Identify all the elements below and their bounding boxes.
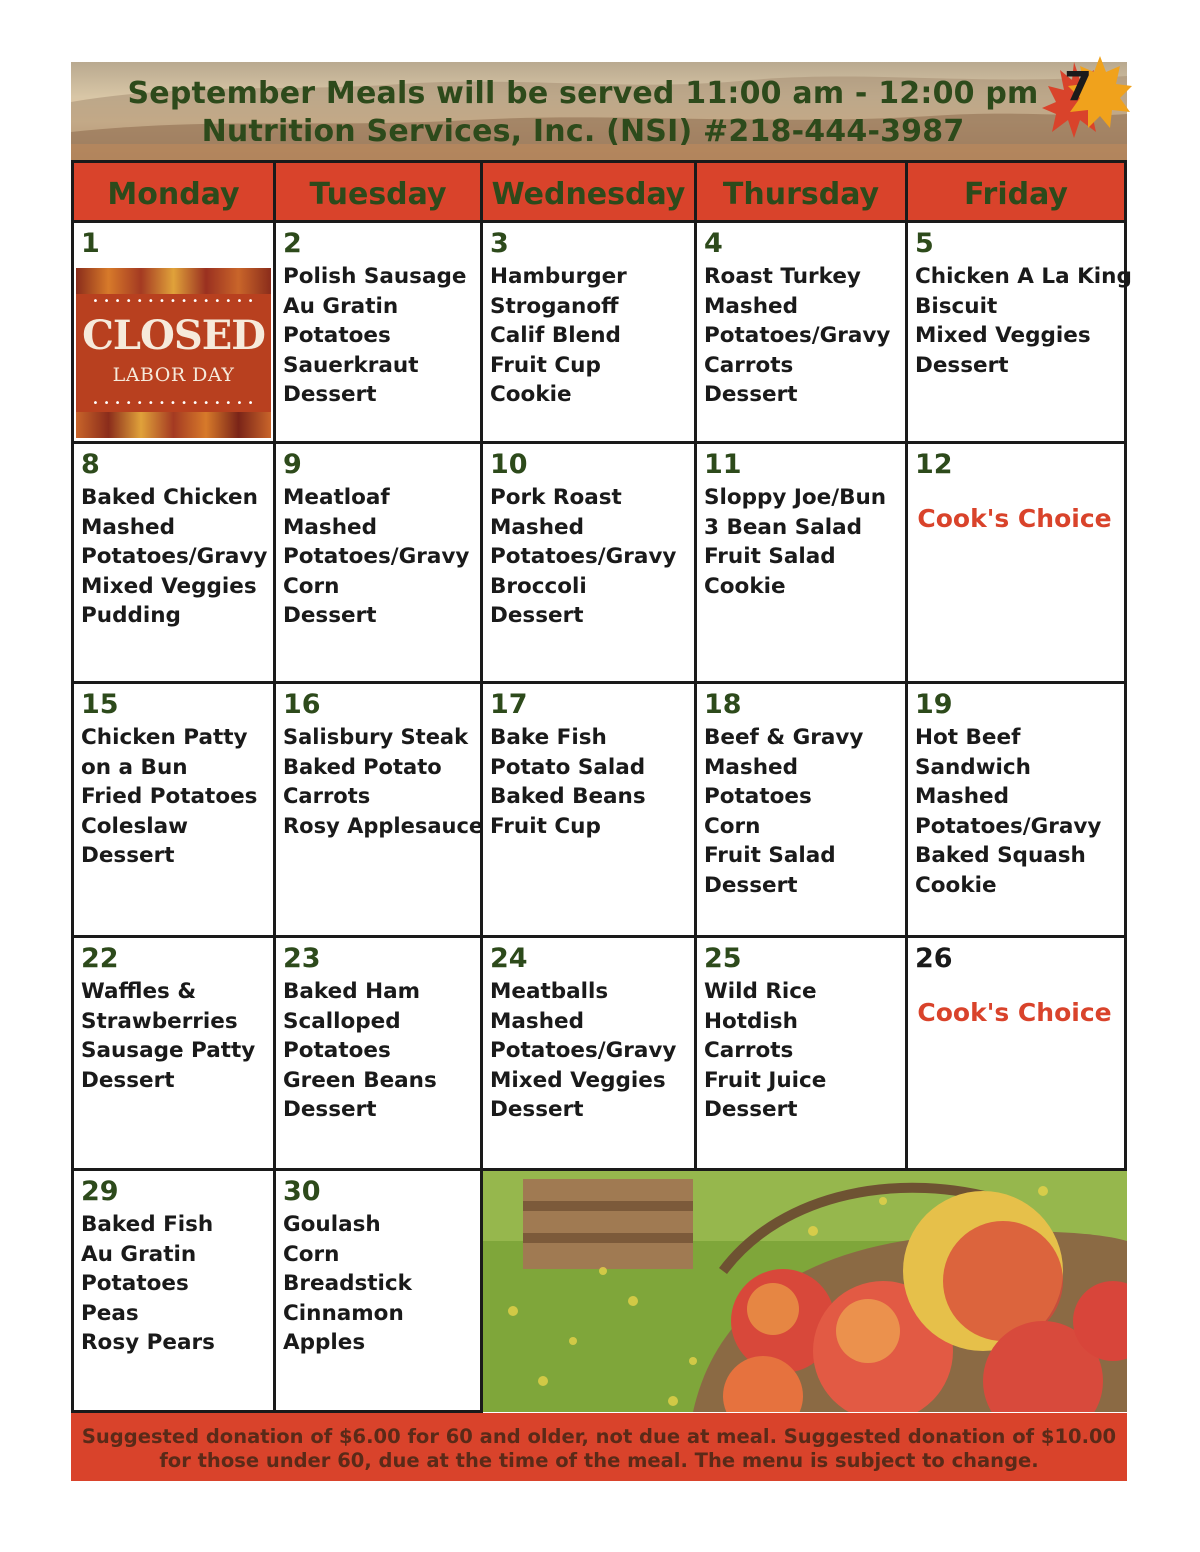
- menu-item: Dessert: [490, 1097, 584, 1122]
- day-number: 11: [704, 449, 742, 480]
- menu-item: Sauerkraut: [283, 352, 419, 378]
- menu-items: [704, 483, 905, 601]
- day-header-thursday: Thursday: [697, 160, 908, 223]
- menu-item: Fruit Salad: [704, 544, 836, 569]
- day-cell-30: [276, 1171, 483, 1413]
- menu-item: Dessert: [283, 603, 377, 628]
- header-banner: [71, 62, 1127, 162]
- day-header-wednesday: Wednesday: [483, 160, 697, 223]
- menu-item: Potatoes/Gravy: [81, 544, 268, 569]
- menu-item: Au Gratin: [81, 1241, 197, 1267]
- menu-item: Baked Beans: [490, 784, 646, 809]
- menu-item: Dessert: [81, 843, 175, 868]
- day-number: 23: [283, 943, 321, 974]
- menu-item: Sausage Patty: [81, 1038, 256, 1063]
- day-cell-3: [483, 223, 697, 444]
- apple-basket-photo: [483, 1171, 1127, 1412]
- menu-item: Cookie: [704, 573, 786, 599]
- header-contact: Nutrition Services, Inc. (NSI) #218-444-3987: [201, 114, 965, 149]
- day-number: 16: [283, 689, 321, 720]
- menu-item: Cookie: [915, 872, 997, 898]
- menu-item: Pork Roast: [490, 485, 622, 510]
- day-cell-4: [697, 223, 908, 444]
- menu-item: Carrots: [704, 352, 794, 378]
- day-header-monday: Monday: [74, 160, 276, 223]
- day-number: 22: [81, 943, 119, 974]
- menu-item: Baked Ham: [283, 979, 420, 1004]
- footer-line-1: Suggested donation of $6.00 for 60 and older, not due at meal. Suggested donation of $10.00: [81, 1425, 1117, 1448]
- menu-items: [81, 723, 273, 871]
- menu-item: Baked Chicken: [81, 485, 258, 510]
- day-number: 8: [81, 449, 100, 480]
- menu-item: Potatoes: [81, 1271, 189, 1296]
- menu-item: Potatoes: [283, 323, 391, 348]
- day-cell-5: [908, 223, 1132, 444]
- menu-item: Dessert: [283, 1097, 377, 1122]
- menu-item: Chicken A La King: [915, 264, 1132, 289]
- menu-item: Potatoes: [704, 784, 812, 809]
- day-cell-19: [908, 684, 1127, 938]
- menu-item: Potatoes: [283, 1038, 391, 1063]
- apple-basket-illustration: [483, 1171, 1127, 1412]
- day-cell-8: [74, 444, 276, 684]
- menu-item: 3 Bean Salad: [704, 514, 862, 540]
- menu-item: Calif Blend: [490, 323, 621, 348]
- menu-item: Hot Beef: [915, 725, 1021, 750]
- menu-item: Fruit Salad: [704, 843, 836, 868]
- menu-item: Pudding: [81, 603, 181, 628]
- menu-item: Fruit Juice: [704, 1067, 827, 1093]
- closed-title: CLOSED: [82, 312, 265, 359]
- menu-items: [490, 977, 694, 1125]
- menu-item: Baked Squash: [915, 843, 1086, 868]
- day-cell-23: [276, 938, 483, 1171]
- menu-item: on a Bun: [81, 754, 188, 780]
- menu-item: Baked Fish: [81, 1212, 214, 1237]
- day-number: 24: [490, 943, 528, 974]
- menu-items: [283, 723, 484, 841]
- menu-item: Dessert: [283, 382, 377, 407]
- footer-line-2: for those under 60, due at the time of the meal. The menu is subject to change.: [159, 1449, 1039, 1472]
- day-number: 1: [81, 228, 100, 259]
- menu-item: Fruit Cup: [490, 352, 601, 378]
- menu-items: [490, 723, 694, 841]
- closed-labor-day-badge: [76, 268, 271, 438]
- menu-item: Rosy Applesauce: [283, 813, 484, 838]
- menu-items: [283, 262, 480, 410]
- menu-items: [283, 1210, 480, 1358]
- day-number: 25: [704, 943, 742, 974]
- menu-item: Mixed Veggies: [81, 573, 257, 599]
- menu-item: Chicken Patty: [81, 725, 248, 750]
- autumn-leaves-border: [76, 412, 271, 438]
- day-number: 17: [490, 689, 528, 720]
- menu-item: Hotdish: [704, 1008, 798, 1034]
- day-number: 18: [704, 689, 742, 720]
- menu-item: Roast Turkey: [704, 264, 861, 289]
- menu-items: [283, 977, 480, 1125]
- header-serving-time: September Meals will be served 11:00 am - 12:00 pm: [127, 76, 1039, 111]
- day-number: 12: [915, 449, 953, 480]
- menu-items: [704, 977, 905, 1125]
- menu-item: Salisbury Steak: [283, 725, 469, 749]
- menu-item: Fruit Cup: [490, 813, 601, 839]
- day-cell-17: [483, 684, 697, 938]
- menu-item: Mashed: [490, 1008, 584, 1034]
- day-header-tuesday: Tuesday: [276, 160, 483, 223]
- menu-item: Corn: [283, 573, 340, 599]
- menu-item: Potatoes/Gravy: [704, 323, 891, 348]
- menu-item: Rosy Pears: [81, 1330, 215, 1355]
- menu-item: Stroganoff: [490, 293, 619, 319]
- menu-item: Mashed: [915, 784, 1009, 809]
- day-cell-24: [483, 938, 697, 1171]
- cooks-choice-label: Cook's Choice: [917, 504, 1112, 533]
- day-number: 29: [81, 1176, 119, 1207]
- menu-item: Cinnamon: [283, 1300, 404, 1326]
- menu-item: Dessert: [915, 352, 1009, 378]
- day-cell-11: [697, 444, 908, 684]
- closed-subtitle: LABOR DAY: [112, 364, 235, 386]
- page-number: 7: [1064, 64, 1092, 110]
- menu-item: Au Gratin: [283, 293, 399, 319]
- day-cell-18: [697, 684, 908, 938]
- menu-items: [915, 262, 1132, 380]
- autumn-leaves-border: [76, 268, 271, 294]
- menu-item: Peas: [81, 1300, 139, 1326]
- menu-items: [704, 723, 905, 900]
- decorative-dots: • • • • • • • • • • • • • • •: [92, 398, 255, 409]
- menu-item: Mixed Veggies: [490, 1067, 666, 1093]
- menu-item: Dessert: [490, 603, 584, 628]
- menu-item: Mashed: [283, 514, 377, 540]
- menu-item: Dessert: [704, 1097, 798, 1122]
- menu-item: Baked Potato: [283, 754, 442, 779]
- menu-item: Mixed Veggies: [915, 323, 1091, 348]
- menu-item: Meatloaf: [283, 485, 390, 510]
- menu-item: Mashed: [704, 754, 798, 780]
- day-cell-9: [276, 444, 483, 684]
- day-number: 19: [915, 689, 953, 720]
- menu-items: [490, 262, 694, 410]
- decorative-dots: • • • • • • • • • • • • • • •: [92, 296, 255, 307]
- day-number: 26: [915, 943, 953, 974]
- menu-item: Mashed: [490, 514, 584, 540]
- cooks-choice-label: Cook's Choice: [917, 998, 1112, 1027]
- menu-item: Meatballs: [490, 979, 609, 1004]
- day-cell-16: [276, 684, 483, 938]
- day-number: 2: [283, 228, 302, 259]
- day-number: 3: [490, 228, 509, 259]
- menu-item: Potatoes/Gravy: [490, 544, 677, 569]
- menu-items: [915, 723, 1124, 900]
- menu-item: Potatoes/Gravy: [915, 813, 1102, 839]
- menu-item: Broccoli: [490, 573, 587, 599]
- menu-item: Dessert: [704, 872, 798, 898]
- menu-items: [704, 262, 905, 410]
- menu-item: Hamburger: [490, 264, 627, 289]
- day-cell-29: [74, 1171, 276, 1413]
- day-number: 9: [283, 449, 302, 480]
- day-cell-2: [276, 223, 483, 444]
- menu-item: Wild Rice: [704, 979, 817, 1004]
- menu-item: Potatoes/Gravy: [283, 544, 470, 569]
- menu-items: [81, 1210, 273, 1358]
- menu-item: Potato Salad: [490, 754, 646, 780]
- day-number: 10: [490, 449, 528, 480]
- menu-item: Sloppy Joe/Bun: [704, 485, 887, 510]
- footer-donation-note: [71, 1413, 1127, 1481]
- menu-item: Waffles &: [81, 979, 197, 1004]
- menu-item: Fried Potatoes: [81, 784, 258, 809]
- day-cell-26: [908, 938, 1127, 1171]
- menu-item: Polish Sausage: [283, 264, 467, 289]
- menu-item: Sandwich: [915, 754, 1031, 780]
- menu-item: Dessert: [704, 382, 798, 407]
- day-number: 30: [283, 1176, 321, 1207]
- menu-item: Goulash: [283, 1212, 381, 1237]
- menu-item: Coleslaw: [81, 813, 189, 839]
- day-header-friday: Friday: [908, 160, 1127, 223]
- day-cell-10: [483, 444, 697, 684]
- day-cell-12: [908, 444, 1127, 684]
- menu-item: Carrots: [704, 1038, 794, 1063]
- menu-item: Scalloped: [283, 1008, 401, 1034]
- day-cell-22: [74, 938, 276, 1171]
- menu-item: Cookie: [490, 382, 572, 407]
- menu-items: [81, 977, 273, 1095]
- menu-item: Strawberries: [81, 1008, 238, 1034]
- menu-item: Breadstick: [283, 1271, 412, 1296]
- menu-item: Green Beans: [283, 1067, 437, 1093]
- menu-items: [283, 483, 480, 631]
- menu-item: Dessert: [81, 1067, 175, 1093]
- day-number: 5: [915, 228, 934, 259]
- menu-item: Biscuit: [915, 293, 998, 319]
- menu-item: Mashed: [704, 293, 798, 319]
- menu-item: Apples: [283, 1330, 366, 1355]
- menu-item: Corn: [283, 1241, 340, 1267]
- menu-item: Bake Fish: [490, 725, 607, 750]
- menu-item: Beef & Gravy: [704, 725, 864, 750]
- day-cell-15: [74, 684, 276, 938]
- menu-item: Carrots: [283, 784, 371, 808]
- day-cell-25: [697, 938, 908, 1171]
- menu-item: Mashed: [81, 514, 175, 540]
- menu-item: Potatoes/Gravy: [490, 1038, 677, 1063]
- day-number: 15: [81, 689, 119, 720]
- menu-item: Corn: [704, 813, 761, 839]
- day-number: 4: [704, 228, 723, 259]
- menu-items: [81, 483, 273, 631]
- menu-items: [490, 483, 694, 631]
